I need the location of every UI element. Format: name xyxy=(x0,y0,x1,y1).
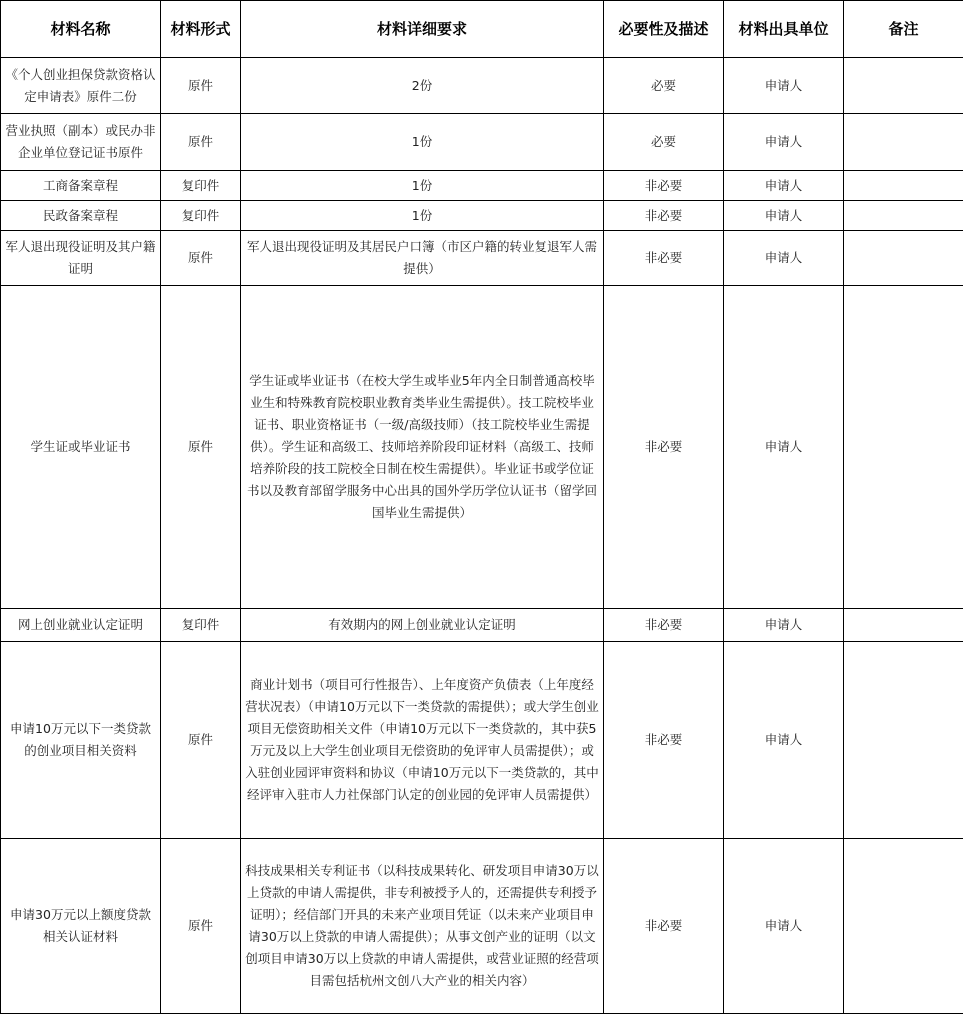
cell-detail: 2份 xyxy=(241,58,604,114)
cell-form: 原件 xyxy=(161,231,241,286)
cell-issuer: 申请人 xyxy=(724,642,844,839)
cell-issuer: 申请人 xyxy=(724,171,844,201)
cell-detail: 1份 xyxy=(241,171,604,201)
cell-name: 学生证或毕业证书 xyxy=(1,286,161,609)
cell-remark xyxy=(844,642,963,839)
cell-name: 工商备案章程 xyxy=(1,171,161,201)
cell-remark xyxy=(844,114,963,171)
header-issuer: 材料出具单位 xyxy=(724,1,844,58)
cell-name: 申请30万元以上额度贷款相关认证材料 xyxy=(1,839,161,1014)
cell-necessity: 非必要 xyxy=(604,201,724,231)
cell-form: 原件 xyxy=(161,839,241,1014)
cell-necessity: 非必要 xyxy=(604,286,724,609)
cell-necessity: 必要 xyxy=(604,58,724,114)
cell-name: 民政备案章程 xyxy=(1,201,161,231)
cell-detail: 学生证或毕业证书（在校大学生或毕业5年内全日制普通高校毕业生和特殊教育院校职业教育类毕业生需提供）。技工院校毕业证书、职业资格证书（一级/高级技师）（技工院校毕业生需提供）。学生证和高级工、技师培养阶段印证材料（高级工、技师培养阶段的技工院校全日制在校生需提供）。毕业证书或学位证书以及教育部留学服务中心出具的国外学历学位认证书（留学回国毕业生需提供） xyxy=(241,286,604,609)
table-row xyxy=(1,839,963,1014)
cell-detail: 有效期内的网上创业就业认定证明 xyxy=(241,609,604,642)
table-row xyxy=(1,286,963,609)
cell-form: 复印件 xyxy=(161,171,241,201)
cell-remark xyxy=(844,609,963,642)
cell-necessity: 非必要 xyxy=(604,839,724,1014)
table-row xyxy=(1,609,963,642)
header-material-name: 材料名称 xyxy=(1,1,161,58)
cell-remark xyxy=(844,286,963,609)
cell-necessity: 非必要 xyxy=(604,231,724,286)
header-material-form: 材料形式 xyxy=(161,1,241,58)
cell-form: 原件 xyxy=(161,642,241,839)
header-necessity: 必要性及描述 xyxy=(604,1,724,58)
table-row xyxy=(1,231,963,286)
cell-detail: 商业计划书（项目可行性报告）、上年度资产负债表（上年度经营状况表）（申请10万元以下一类贷款的需提供）；或大学生创业项目无偿资助相关文件（申请10万元以下一类贷款的，其中获5万元及以上大学生创业项目无偿资助的免评审人员需提供）；或入驻创业园评审资料和协议（申请10万元以下一类贷款的，其中经评审入驻市人力社保部门认定的创业园的免评审人员需提供） xyxy=(241,642,604,839)
header-material-detail: 材料详细要求 xyxy=(241,1,604,58)
cell-necessity: 非必要 xyxy=(604,642,724,839)
cell-issuer: 申请人 xyxy=(724,609,844,642)
cell-remark xyxy=(844,171,963,201)
cell-remark xyxy=(844,231,963,286)
cell-issuer: 申请人 xyxy=(724,286,844,609)
cell-form: 复印件 xyxy=(161,201,241,231)
cell-detail: 军人退出现役证明及其居民户口簿（市区户籍的转业复退军人需提供） xyxy=(241,231,604,286)
cell-issuer: 申请人 xyxy=(724,114,844,171)
cell-form: 原件 xyxy=(161,286,241,609)
cell-detail: 科技成果相关专利证书（以科技成果转化、研发项目申请30万以上贷款的申请人需提供，非专利被授予人的，还需提供专利授予证明）；经信部门开具的未来产业项目凭证（以未来产业项目申请30万以上贷款的申请人需提供）；从事文创产业的证明（以文创项目申请30万以上贷款的申请人需提供，或营业证照的经营项目需包括杭州文创八大产业的相关内容） xyxy=(241,839,604,1014)
cell-remark xyxy=(844,839,963,1014)
table-row xyxy=(1,114,963,171)
table-row xyxy=(1,642,963,839)
cell-issuer: 申请人 xyxy=(724,231,844,286)
cell-name: 网上创业就业认定证明 xyxy=(1,609,161,642)
header-remark: 备注 xyxy=(844,1,963,58)
cell-remark xyxy=(844,201,963,231)
cell-issuer: 申请人 xyxy=(724,839,844,1014)
cell-name: 营业执照（副本）或民办非企业单位登记证书原件 xyxy=(1,114,161,171)
cell-detail: 1份 xyxy=(241,201,604,231)
cell-necessity: 必要 xyxy=(604,114,724,171)
cell-necessity: 非必要 xyxy=(604,171,724,201)
cell-issuer: 申请人 xyxy=(724,58,844,114)
cell-form: 原件 xyxy=(161,114,241,171)
cell-form: 复印件 xyxy=(161,609,241,642)
cell-necessity: 非必要 xyxy=(604,609,724,642)
cell-issuer: 申请人 xyxy=(724,201,844,231)
cell-detail: 1份 xyxy=(241,114,604,171)
cell-name: 《个人创业担保贷款资格认定申请表》原件二份 xyxy=(1,58,161,114)
table-row xyxy=(1,201,963,231)
cell-remark xyxy=(844,58,963,114)
header-row xyxy=(1,1,963,58)
cell-name: 军人退出现役证明及其户籍证明 xyxy=(1,231,161,286)
table-row xyxy=(1,171,963,201)
cell-name: 申请10万元以下一类贷款的创业项目相关资料 xyxy=(1,642,161,839)
cell-form: 原件 xyxy=(161,58,241,114)
table-row xyxy=(1,58,963,114)
